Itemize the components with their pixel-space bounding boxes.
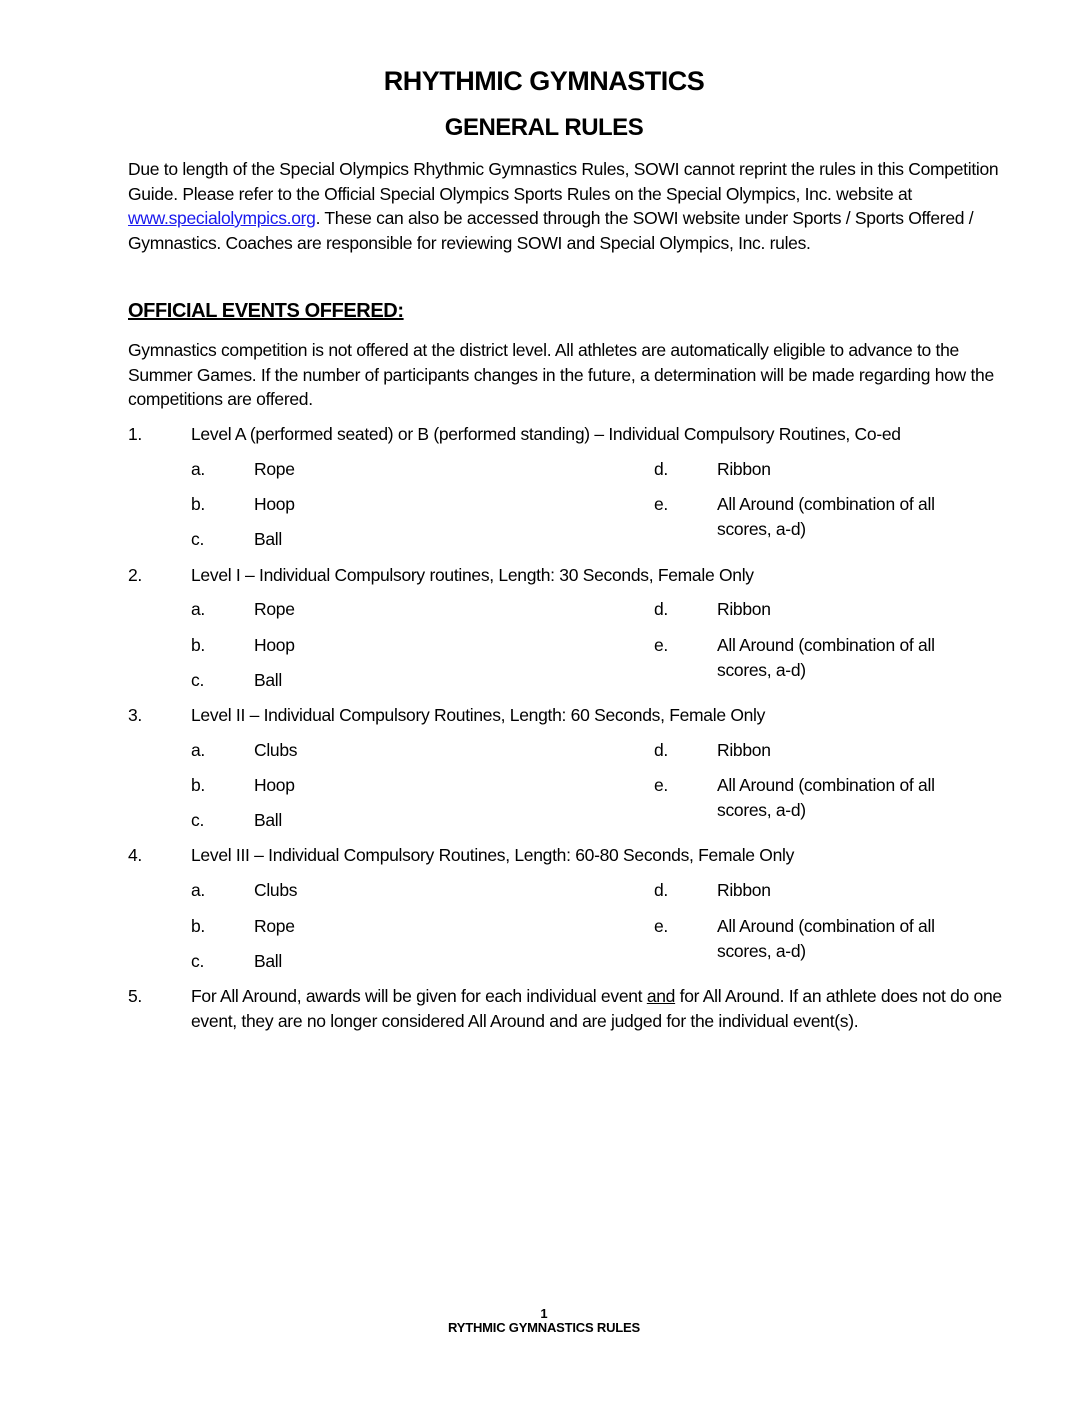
sub-item-text: Clubs: [254, 880, 298, 900]
intro-text-before-link: Due to length of the Special Olympics Rhythmic Gymnastics Rules, SOWI cannot reprint the rules in this Competition Guide. Please refer to the Official Special Olympics Sports Rules on the Special Olympics, Inc. website at: [128, 159, 999, 204]
sub-item-text: Clubs: [254, 740, 298, 760]
intro-text-after-link: . These can also be accessed through the SOWI website under Sports / Sports Offered / Gymnastics. Coaches are responsible for reviewing SOWI and Special Olympics, Inc. rules.: [128, 208, 974, 253]
sub-item-text: All Around (combination of all scores, a-d): [717, 635, 935, 680]
sub-item-letter: d.: [654, 459, 668, 479]
footer-title: RYTHMIC GYMNASTICS RULES: [448, 1320, 640, 1335]
footer-page-number: 1: [540, 1306, 548, 1321]
sub-item-text: Rope: [254, 599, 295, 619]
sub-item-text: Rope: [254, 916, 295, 936]
intro-paragraph: [128, 157, 1008, 255]
sub-item-letter: d.: [654, 740, 668, 760]
sub-item-text: Hoop: [254, 775, 295, 795]
sub-item-letter: c.: [191, 951, 205, 971]
event-item-text: Level III – Individual Compulsory Routines, Length: 60-80 Seconds, Female Only: [191, 845, 795, 865]
event-item-text: [191, 984, 1006, 1033]
sub-item-text: All Around (combination of all scores, a-d): [717, 916, 935, 961]
sub-item-text: Ball: [254, 670, 282, 690]
sub-item-letter: b.: [191, 635, 205, 655]
event-item-number: 2.: [128, 565, 142, 585]
sub-item-letter: c.: [191, 529, 205, 549]
sub-item-text: Ribbon: [717, 599, 771, 619]
sub-item-text: Ribbon: [717, 740, 771, 760]
sub-item-letter: b.: [191, 916, 205, 936]
note-underlined-word: and: [646, 986, 676, 1006]
sub-item-text: Hoop: [254, 494, 295, 514]
event-item-text: Level I – Individual Compulsory routines, Length: 30 Seconds, Female Only: [191, 565, 754, 585]
sub-item-text: Ribbon: [717, 459, 771, 479]
sub-item-letter: d.: [654, 599, 668, 619]
sub-item-text: Ball: [254, 951, 282, 971]
sub-item-letter: a.: [191, 740, 205, 760]
sub-item-text: All Around (combination of all scores, a-d): [717, 494, 935, 539]
event-item-number: 3.: [128, 705, 142, 725]
sub-item-text: Ribbon: [717, 880, 771, 900]
note-text-before: For All Around, awards will be given for each individual event: [191, 986, 647, 1006]
event-item-text: Level A (performed seated) or B (performed standing) – Individual Compulsory Routines, Co-ed: [191, 424, 901, 444]
sub-item-letter: e.: [654, 635, 668, 655]
events-section-heading: OFFICIAL EVENTS OFFERED:: [128, 300, 404, 322]
event-item-number: 4.: [128, 845, 142, 865]
page-subtitle: GENERAL RULES: [444, 114, 644, 141]
sub-item-letter: a.: [191, 880, 205, 900]
sub-item-text: All Around (combination of all scores, a-d): [717, 775, 935, 820]
sub-item-letter: e.: [654, 775, 668, 795]
sub-item-text: Ball: [254, 529, 282, 549]
sub-item-text: Ball: [254, 810, 282, 830]
note-text-after: for All Around. If an athlete does not do one event, they are no longer considered All Around and are judged for the individual event(s).: [191, 986, 1002, 1031]
sub-item-letter: b.: [191, 775, 205, 795]
event-item-number: 1.: [128, 424, 142, 444]
sub-item-letter: c.: [191, 670, 205, 690]
sub-item-letter: b.: [191, 494, 205, 514]
sub-item-letter: e.: [654, 494, 668, 514]
sub-item-text: Rope: [254, 459, 295, 479]
sub-item-letter: a.: [191, 459, 205, 479]
page-title: RHYTHMIC GYMNASTICS: [383, 66, 705, 96]
sub-item-text: Hoop: [254, 635, 295, 655]
sub-item-letter: a.: [191, 599, 205, 619]
sub-item-letter: d.: [654, 880, 668, 900]
event-item-text: Level II – Individual Compulsory Routines, Length: 60 Seconds, Female Only: [191, 705, 766, 725]
specialolympics-link[interactable]: www.specialolympics.org: [128, 208, 316, 228]
sub-item-letter: c.: [191, 810, 205, 830]
sub-item-letter: e.: [654, 916, 668, 936]
event-item-number: 5.: [128, 986, 142, 1006]
events-section-intro: Gymnastics competition is not offered at the district level. All athletes are automatically eligible to advance to the Summer Games. If the number of participants changes in the future, a determination will be made regarding how the competitions are offered.: [128, 340, 994, 409]
